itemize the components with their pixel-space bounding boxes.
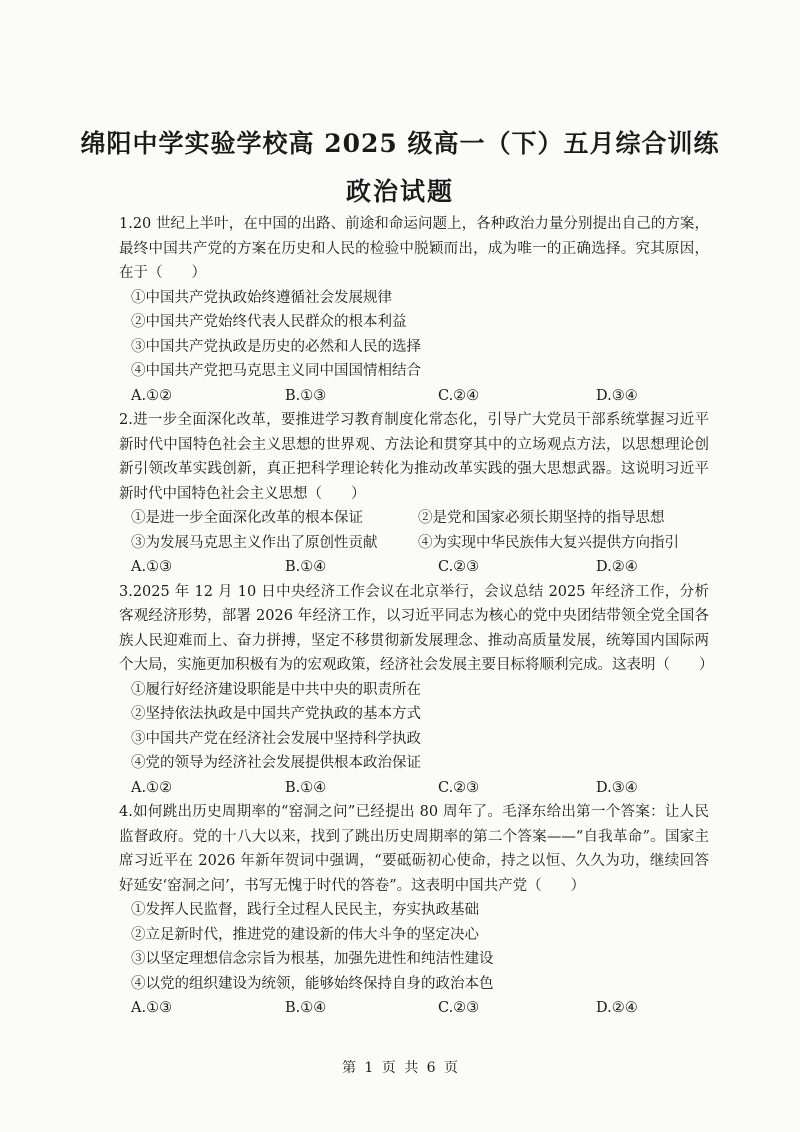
option-d[interactable]: D.②④ (596, 1000, 638, 1016)
answer-options (119, 384, 709, 409)
statement-row (119, 531, 709, 556)
question-1 (119, 212, 709, 408)
statement-1: ①发挥人民监督，践行全过程人民民主，夯实执政基础 (131, 902, 479, 918)
statement-2: ②是党和国家必须长期坚持的指导思想 (418, 510, 665, 526)
question-2 (119, 408, 709, 580)
option-c[interactable]: C.②③ (438, 779, 480, 796)
page-number: 第 1 页 共 6 页 (341, 1060, 459, 1076)
option-a[interactable]: A.①② (131, 387, 173, 404)
option-b[interactable]: B.①④ (285, 779, 327, 796)
option-b[interactable]: B.①③ (285, 387, 327, 404)
statement-3: ③中国共产党在经济社会发展中坚持科学执政 (131, 730, 421, 747)
option-d[interactable]: D.③④ (596, 387, 638, 404)
question-stem: 1.20 世纪上半叶，在中国的出路、前途和命运问题上，各种政治力量分别提出自己的方案，最终中国共产党的方案在历史和人民的检验中脱颖而出，成为唯一的正确选择。究其原因，在于（ ） (119, 216, 709, 281)
answer-options (119, 555, 709, 580)
option-a[interactable]: A.①③ (131, 559, 173, 575)
option-d[interactable]: D.②④ (596, 559, 638, 575)
option-c[interactable]: C.②③ (438, 559, 480, 575)
exam-title: 绵阳中学实验学校高 2025 级高一（下）五月综合训练 (80, 129, 720, 158)
option-c[interactable]: C.②④ (438, 387, 480, 404)
question-3 (119, 580, 714, 801)
statement-2: ②中国共产党始终代表人民群众的根本利益 (131, 314, 407, 330)
option-c[interactable]: C.②③ (438, 1000, 480, 1016)
statement-3: ③为发展马克思主义作出了原创性贡献 (131, 534, 378, 551)
statement-3: ③以坚定理想信念宗旨为根基，加强先进性和纯洁性建设 (131, 951, 494, 967)
statement-2: ②立足新时代，推进党的建设新的伟大斗争的坚定决心 (131, 926, 479, 943)
question-stem: 3.2025 年 12 月 10 日中央经济工作会议在北京举行，会议总结 2025 年经济工作，分析客观经济形势，部署 2026 年经济工作，以习近平同志为核心的党中央团结带领全党全国各族人民迎难而上、奋力拼搏，坚定不移贯彻新发展理念、推动高质量发展，统筹国内国际两个大局，实施更加积极有为的宏观政策，经济社会发展主要目标将顺利完成。这表明（ ） (119, 583, 714, 673)
statement-4: ④为实现中华民族伟大复兴提供方向指引 (418, 534, 679, 551)
exam-subtitle: 政治试题 (345, 177, 454, 206)
statement-row (119, 506, 709, 531)
option-d[interactable]: D.③④ (596, 779, 638, 796)
option-b[interactable]: B.①④ (285, 559, 327, 575)
question-list (119, 212, 714, 1021)
statement-3: ③中国共产党执政是历史的必然和人民的选择 (131, 338, 421, 355)
statement-1: ①履行好经济建设职能是中共中央的职责所在 (131, 681, 421, 698)
question-stem: 4.如何跳出历史周期率的“窑洞之问”已经提出 80 周年了。毛泽东给出第一个答案：让人民监督政府。党的十八大以来，找到了跳出历史周期率的第二个答案——“自我革命”。国家主席习近平在 2026 年新年贺词中强调，“要砥砺初心使命，持之以恒、久久为功，继续回答好延安‘窑洞之问’，书写无愧于时代的答卷”。这表明中国共产党（ ） (119, 804, 709, 894)
answer-options (119, 996, 709, 1021)
statement-4: ④以党的组织建设为统领，能够始终保持自身的政治本色 (131, 975, 494, 992)
statement-1: ①中国共产党执政始终遵循社会发展规律 (131, 289, 392, 306)
option-a[interactable]: A.①② (131, 779, 173, 796)
statement-2: ②坚持依法执政是中国共产党执政的基本方式 (131, 706, 421, 722)
option-b[interactable]: B.①④ (285, 1000, 327, 1016)
statement-4: ④中国共产党把马克思主义同中国国情相结合 (131, 363, 421, 379)
answer-options (119, 776, 709, 801)
question-stem: 2.进一步全面深化改革，要推进学习教育制度化常态化，引导广大党员干部系统掌握习近平新时代中国特色社会主义思想的世界观、方法论和贯穿其中的立场观点方法，以思想理论创新引领改革实践创新，真正把科学理论转化为推动改革实践的强大思想武器。这说明习近平新时代中国特色社会主义思想（ ） (119, 412, 709, 502)
question-4 (119, 800, 709, 1021)
option-a[interactable]: A.①③ (131, 1000, 173, 1016)
statement-4: ④党的领导为经济社会发展提供根本政治保证 (131, 755, 421, 771)
statement-1: ①是进一步全面深化改革的根本保证 (131, 510, 363, 526)
